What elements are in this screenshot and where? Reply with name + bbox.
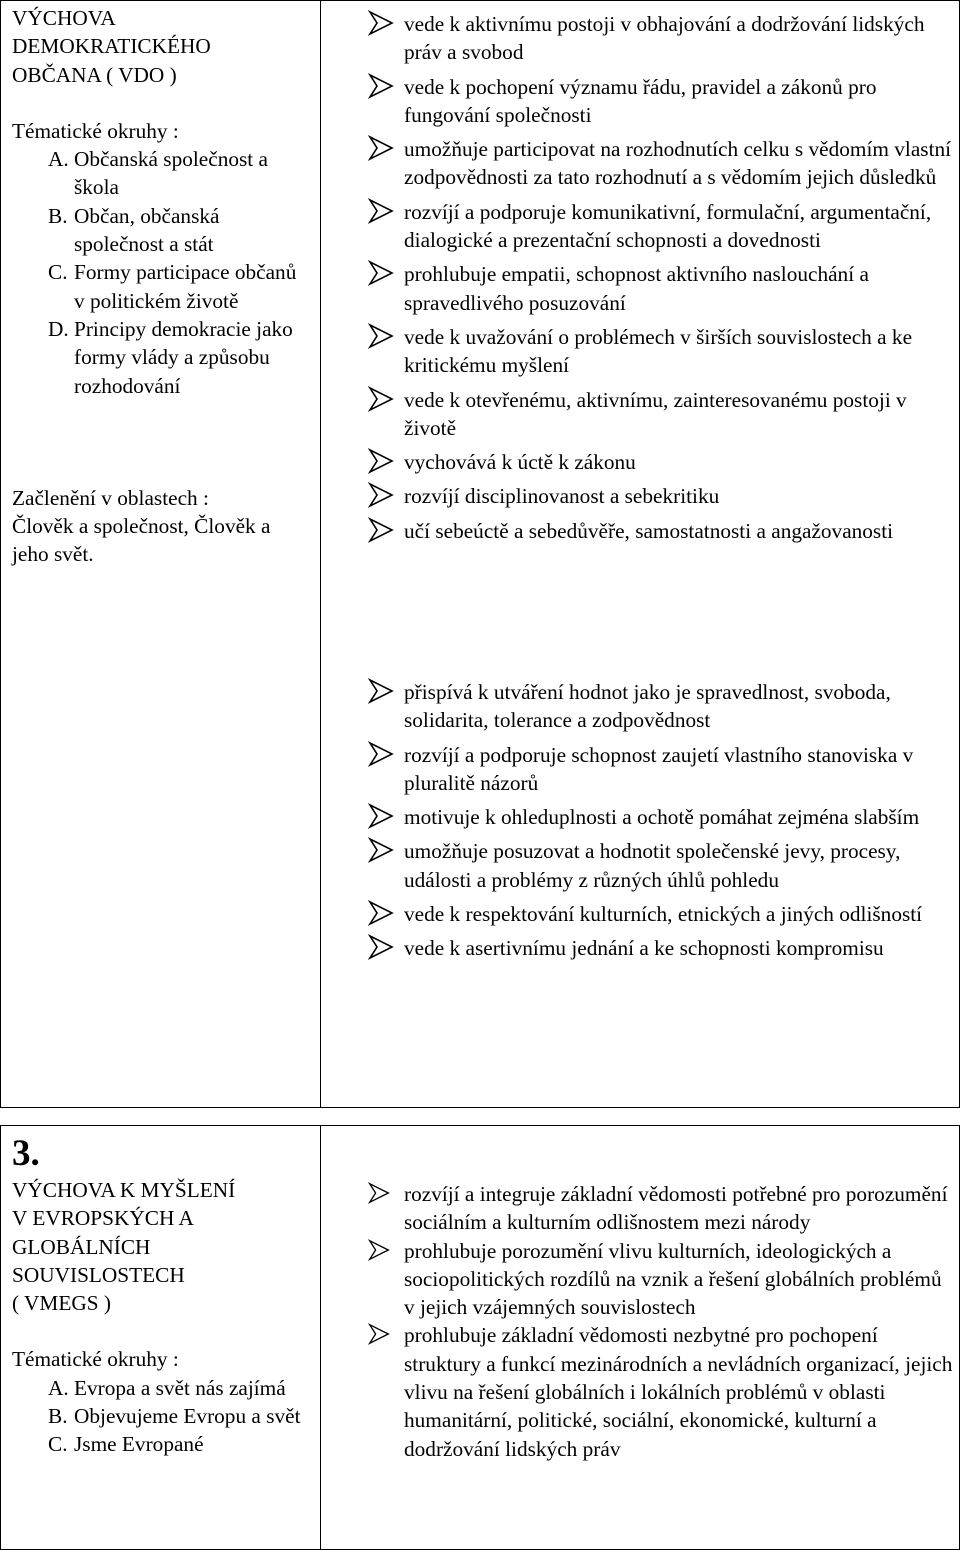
topic-text: Občan, občanská společnost a stát: [74, 203, 220, 257]
bullet-text: rozvíjí a podporuje komunikativní, formulační, argumentační, dialogické a prezentační schopnosti a dovednosti: [404, 199, 932, 253]
topic-mark: C.: [48, 1432, 68, 1457]
bullet-item: [368, 741, 953, 798]
bullet-item: [368, 803, 953, 831]
topic-mark: A.: [48, 147, 69, 172]
bullet-item: [368, 1237, 953, 1322]
arrowhead-bullet-icon: [368, 260, 394, 286]
topic-item: [12, 1374, 310, 1402]
bullet-item: [368, 323, 953, 380]
bullet-item: [368, 837, 953, 894]
topic-mark: B.: [48, 1404, 68, 1429]
bullet-text: vede k asertivnímu jednání a ke schopnosti kompromisu: [404, 936, 884, 961]
topic-item: [12, 258, 310, 315]
topic-mark: D.: [48, 316, 69, 341]
bullet-text: přispívá k utváření hodnot jako je spravedlnost, svoboda, solidarita, tolerance a zodpovědnost: [404, 680, 891, 733]
arrowhead-bullet-icon: [368, 741, 394, 767]
bullet-item: [368, 1180, 953, 1237]
section-number: 3.: [12, 1133, 40, 1174]
arrowhead-bullet-icon: [368, 198, 394, 224]
bullet-text: prohlubuje porozumění vlivu kulturních, ideologických a sociopolitických rozdílů na vznik a řešení globálních problémů v jejich vzájemných souvislostech: [404, 1238, 942, 1320]
arrowhead-bullet-icon: [368, 135, 394, 161]
vmegs-column-divider: [320, 1125, 321, 1550]
bullet-item: [368, 900, 953, 928]
bullet-text: umožňuje participovat na rozhodnutích celku s vědomím vlastní zodpovědnosti za tato rozhodnutí a s vědomím jejich důsledků: [404, 137, 952, 190]
arrowhead-bullet-icon: [368, 448, 394, 474]
arrowhead-bullet-icon: [368, 73, 394, 99]
vmegs-title-line: ( VMEGS ): [12, 1291, 111, 1316]
topic-mark: A.: [48, 1375, 69, 1400]
arrowhead-bullet-icon: [368, 678, 394, 704]
topic-text: Evropa a svět nás zajímá: [74, 1375, 286, 1400]
bullet-text: prohlubuje základní vědomosti nezbytné pro pochopení struktury a funkcí mezinárodních a nevládních organizací, jejich vlivu na řešení globálních i lokálních problémů v oblasti humanitární, politické, sociální, ekonomické, kulturní a dodržování lidských práv: [404, 1323, 953, 1461]
vdo-bullet-list-continued: [368, 678, 953, 963]
bullet-text: rozvíjí disciplinovanost a sebekritiku: [404, 484, 720, 509]
bullet-text: rozvíjí a podporuje schopnost zaujetí vlastního stanoviska v pluralitě názorů: [404, 742, 914, 795]
vmegs-right-cell: [368, 1180, 953, 1463]
bullet-item: [368, 135, 953, 192]
bullet-text: učí sebeúctě a sebedůvěře, samostatnosti a angažovanosti: [404, 518, 894, 543]
vdo-topics-list: [12, 145, 310, 400]
bullet-text: motivuje k ohleduplnosti a ochotě pomáhat zejména slabším: [404, 805, 920, 830]
arrowhead-bullet-icon: [368, 1182, 390, 1204]
arrowhead-bullet-icon: [368, 1239, 390, 1261]
arrowhead-bullet-icon: [368, 934, 394, 960]
topic-text: Objevujeme Evropu a svět: [74, 1404, 301, 1429]
topic-text: Formy participace občanů v politickém životě: [74, 260, 297, 313]
arrowhead-bullet-icon: [368, 837, 394, 863]
bullet-item: [368, 198, 953, 255]
bullet-text: vede k pochopení významu řádu, pravidel a zákonů pro fungování společnosti: [404, 74, 877, 127]
bullet-text: vede k respektování kulturních, etnických a jiných odlišností: [404, 902, 923, 927]
topic-text: Občanská společnost a škola: [74, 147, 268, 200]
topic-item: [12, 315, 310, 400]
vdo-left-cell: [12, 4, 310, 569]
arrowhead-bullet-icon: [368, 900, 394, 926]
vmegs-title-line: GLOBÁLNÍCH: [12, 1234, 151, 1259]
topic-item: [12, 145, 310, 202]
bullet-text: vede k otevřenému, aktivnímu, zainteresovanému postoji v životě: [404, 387, 907, 440]
vdo-title-line: OBČANA ( VDO ): [12, 62, 177, 87]
bullet-text: vede k uvažování o problémech v širších souvislostech a ke kritickému myšlení: [404, 324, 913, 378]
arrowhead-bullet-icon: [368, 517, 394, 543]
bullet-text: prohlubuje empatii, schopnost aktivního naslouchání a spravedlivého posuzování: [404, 262, 869, 315]
bullet-text: vede k aktivnímu postoji v obhajování a dodržování lidských práv a svobod: [404, 12, 925, 65]
vmegs-topics-heading: Tématické okruhy :: [12, 1347, 179, 1372]
vmegs-title-line: SOUVISLOSTECH: [12, 1262, 185, 1287]
topic-item: [12, 202, 310, 259]
vdo-right-cell-continued: [368, 678, 953, 969]
vdo-topics-heading: Tématické okruhy :: [12, 118, 179, 143]
vdo-title-line: VÝCHOVA: [12, 6, 116, 30]
bullet-item: [368, 448, 953, 476]
topic-mark: C.: [48, 260, 68, 285]
vmegs-title-line: V EVROPSKÝCH A: [12, 1206, 194, 1231]
vdo-integration-heading: Začlenění v oblastech :: [12, 485, 209, 510]
vdo-integration-text: Člověk a společnost, Člověk a jeho svět.: [12, 514, 271, 567]
bullet-item: [368, 386, 953, 443]
vmegs-title-line: VÝCHOVA K MYŠLENÍ: [12, 1178, 236, 1202]
bullet-text: umožňuje posuzovat a hodnotit společenské jevy, procesy, události a problémy z různých úhlů pohledu: [404, 839, 901, 892]
topic-item: [12, 1402, 310, 1430]
topic-mark: B.: [48, 203, 68, 228]
vdo-bullet-list: [368, 10, 953, 545]
arrowhead-bullet-icon: [368, 323, 394, 349]
bullet-item: [368, 934, 953, 962]
topic-text: Principy demokracie jako formy vlády a způsobu rozhodování: [74, 316, 293, 398]
bullet-item: [368, 517, 953, 545]
bullet-text: rozvíjí a integruje základní vědomosti potřebné pro porozumění sociálním a kulturním odlišnostem mezi národy: [404, 1182, 948, 1235]
vmegs-left-cell: [12, 1132, 310, 1459]
topic-text: Jsme Evropané: [74, 1432, 204, 1457]
arrowhead-bullet-icon: [368, 386, 394, 412]
vdo-title-line: DEMOKRATICKÉHO: [12, 34, 211, 59]
topic-item: [12, 1430, 310, 1458]
arrowhead-bullet-icon: [368, 1323, 390, 1345]
bullet-item: [368, 678, 953, 735]
arrowhead-bullet-icon: [368, 482, 394, 508]
bullet-item: [368, 10, 953, 67]
bullet-text: vychovává k úctě k zákonu: [404, 450, 636, 475]
vdo-right-cell: [368, 10, 953, 551]
vmegs-bullet-list: [368, 1180, 953, 1463]
bullet-item: [368, 260, 953, 317]
bullet-item: [368, 73, 953, 130]
vmegs-topics-list: [12, 1374, 310, 1459]
arrowhead-bullet-icon: [368, 10, 394, 36]
arrowhead-bullet-icon: [368, 803, 394, 829]
bullet-item: [368, 1321, 953, 1462]
bullet-item: [368, 482, 953, 510]
vdo-column-divider: [320, 0, 321, 1108]
